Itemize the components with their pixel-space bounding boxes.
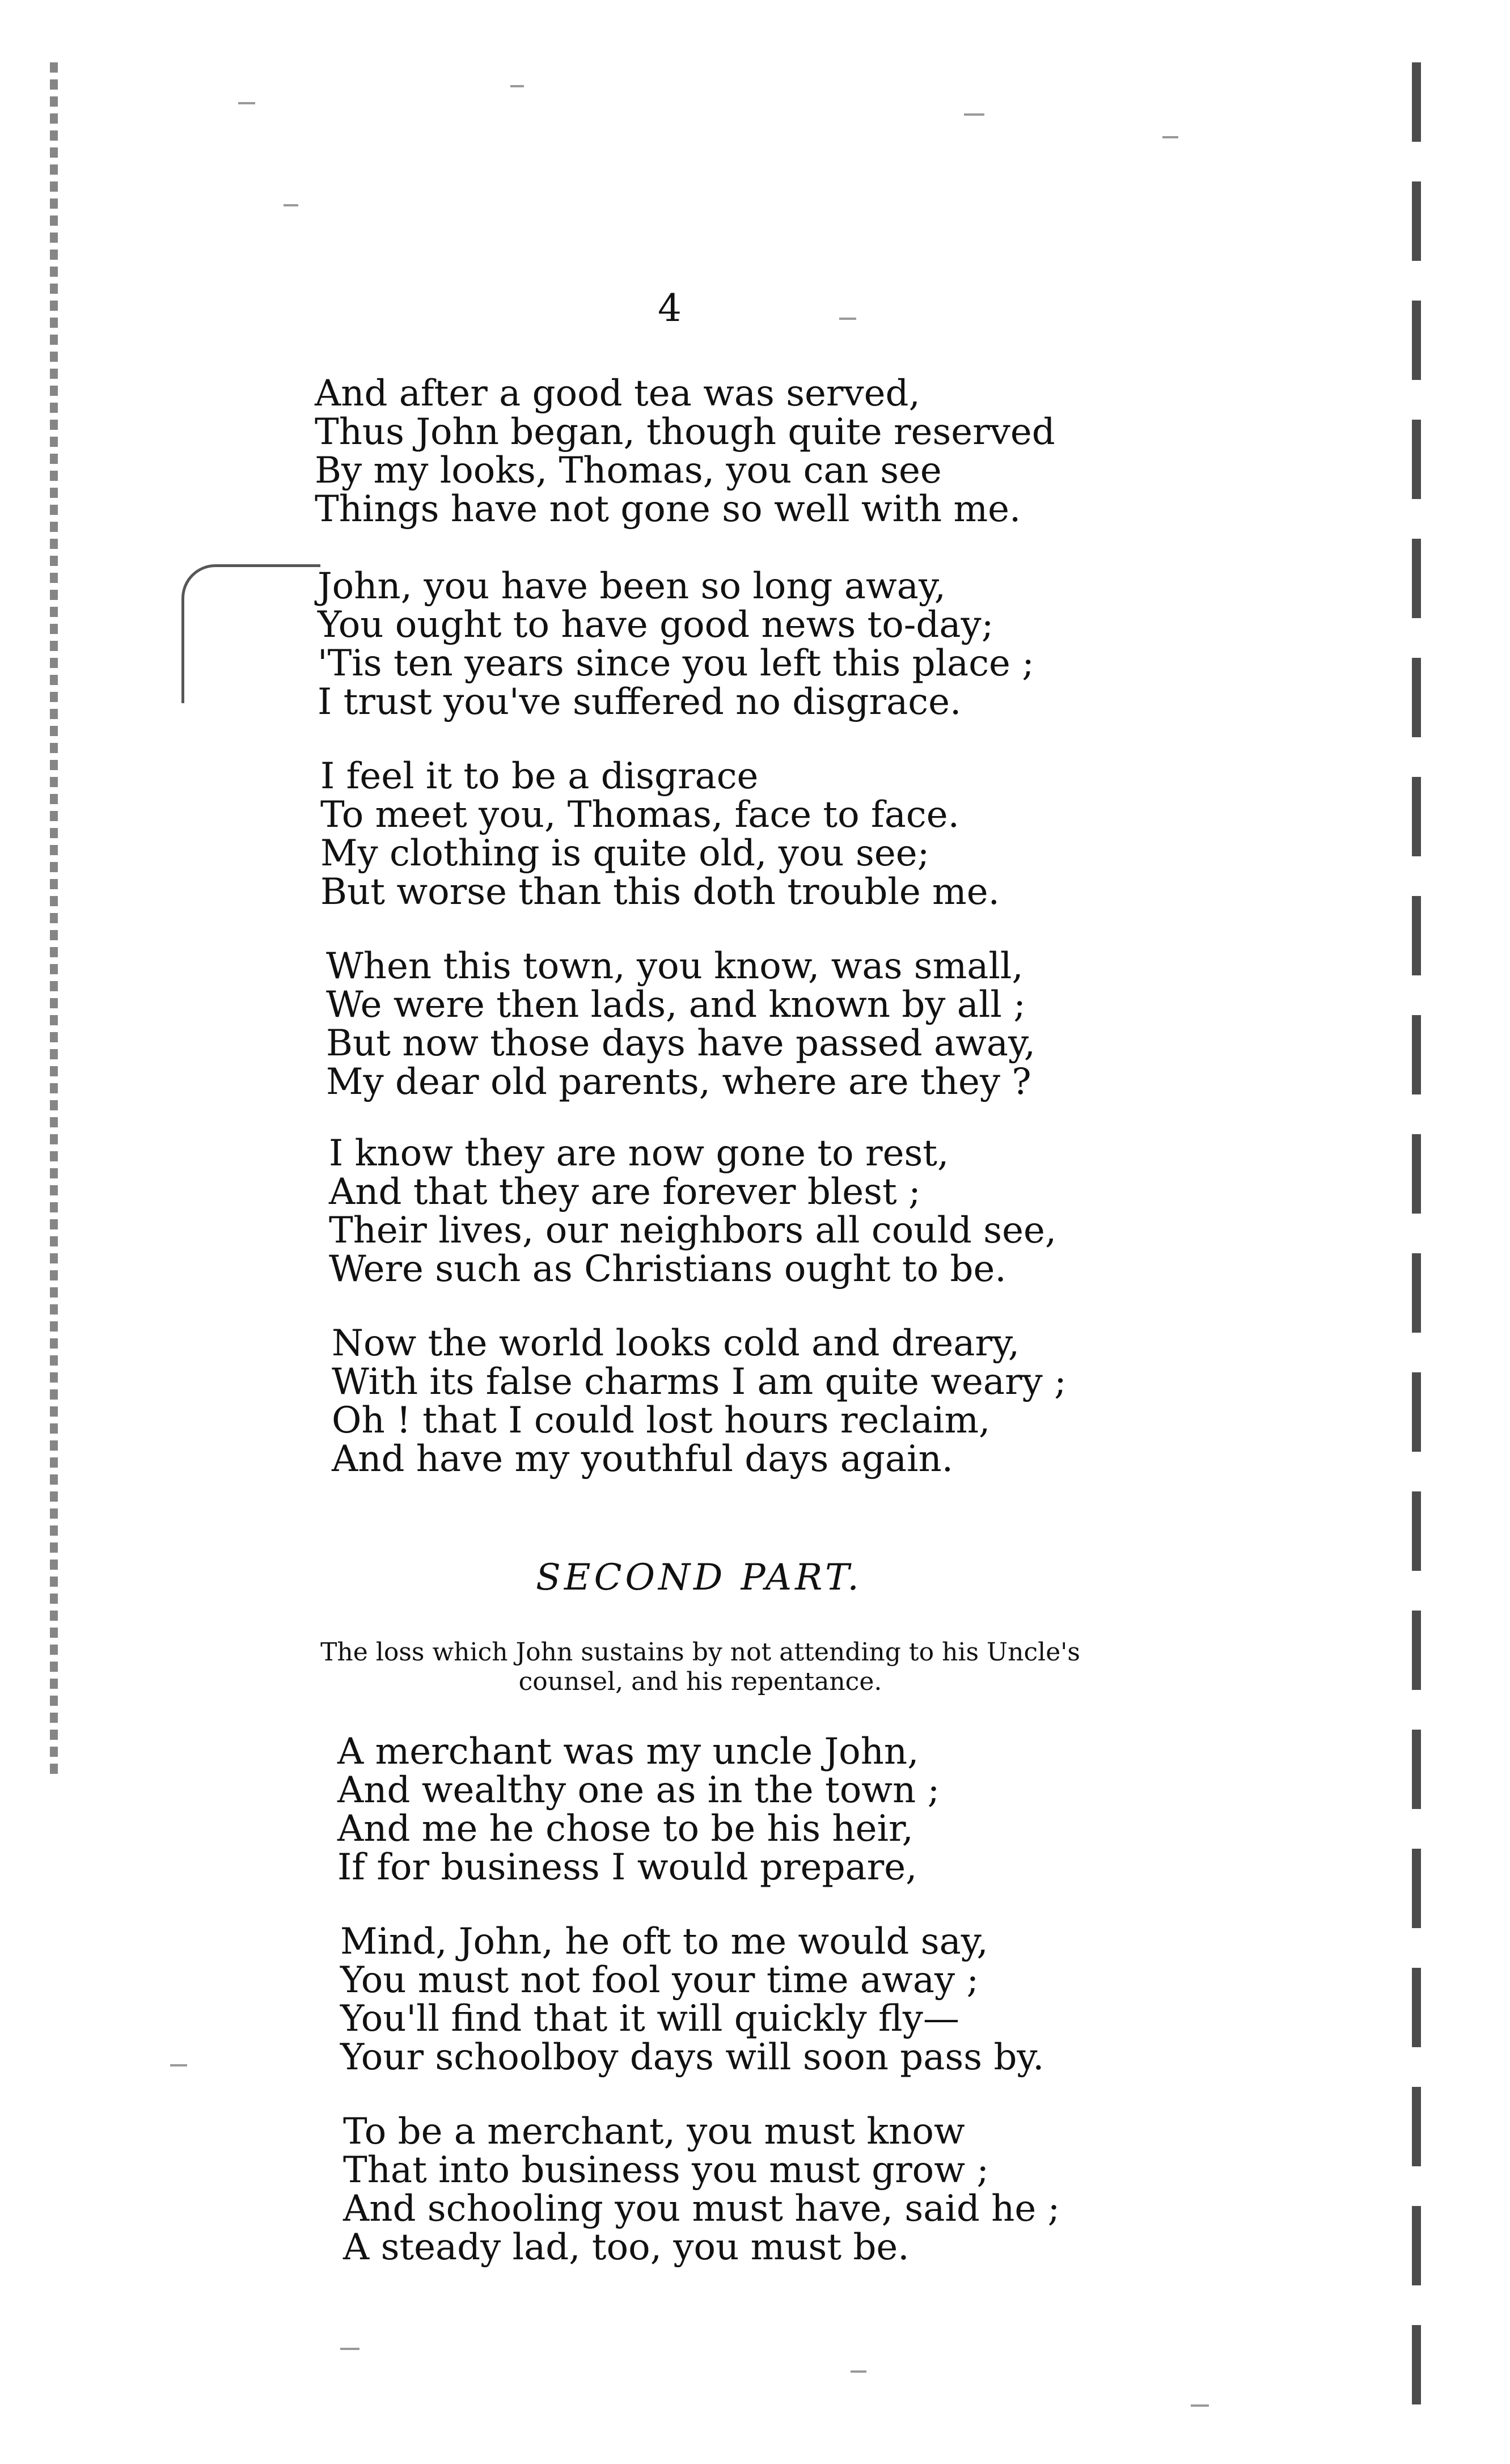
verse-line: By my looks, Thomas, you can see xyxy=(315,450,942,492)
stanza-9 xyxy=(343,2112,1060,2267)
verse-line: Mind, John, he oft to me would say, xyxy=(340,1921,988,1963)
verse-line: John, you have been so long away, xyxy=(318,565,946,607)
verse-line: A merchant was my uncle John, xyxy=(337,1731,919,1773)
verse-line: I know they are now gone to rest, xyxy=(329,1132,949,1174)
verse-line: Your schoolboy days will soon pass by. xyxy=(340,2036,1044,2078)
verse-line: You must not fool your time away ; xyxy=(340,1959,979,2001)
page-number: 4 xyxy=(658,286,683,330)
stanza-4 xyxy=(326,947,1035,1101)
stanza-8 xyxy=(340,1922,1044,2077)
section-title: SECOND PART. xyxy=(536,1557,862,1599)
verse-line: To be a merchant, you must know xyxy=(343,2111,965,2153)
binding-edge-right xyxy=(1412,62,1421,2416)
paper-speck xyxy=(964,113,984,116)
stanza-2 xyxy=(318,567,1034,721)
stanza-1 xyxy=(315,374,1055,529)
subtitle-line: counsel, and his repentance. xyxy=(518,1667,882,1696)
verse-line: My clothing is quite old, you see; xyxy=(320,832,930,874)
stanza-3 xyxy=(320,757,1000,911)
verse-line: Thus John began, though quite reserved xyxy=(315,411,1055,453)
verse-line: That into business you must grow ; xyxy=(343,2149,989,2191)
verse-line: If for business I would prepare, xyxy=(337,1846,917,1888)
verse-line: And me he chose to be his heir, xyxy=(337,1808,913,1850)
verse-line: When this town, you know, was small, xyxy=(326,945,1023,987)
stanza-6 xyxy=(332,1324,1067,1478)
verse-line: I trust you've suffered no disgrace. xyxy=(318,681,962,723)
section-subtitle xyxy=(284,1638,1117,1697)
verse-line: We were then lads, and known by all ; xyxy=(326,984,1026,1026)
verse-line: But now those days have passed away, xyxy=(326,1022,1036,1064)
paper-speck xyxy=(510,85,524,87)
verse-line: And after a good tea was served, xyxy=(315,373,920,415)
verse-line: 'Tis ten years since you left this place ; xyxy=(318,643,1034,684)
paper-speck xyxy=(839,318,856,320)
verse-line: A steady lad, too, you must be. xyxy=(343,2226,910,2268)
verse-line: And have my youthful days again. xyxy=(332,1438,954,1480)
stanza-5 xyxy=(329,1134,1056,1288)
verse-line: Oh ! that I could lost hours reclaim, xyxy=(332,1400,991,1442)
verse-line: And wealthy one as in the town ; xyxy=(337,1769,940,1811)
pencil-margin-mark xyxy=(181,564,320,703)
verse-line: Things have not gone so well with me. xyxy=(315,488,1021,530)
verse-line: I feel it to be a disgrace xyxy=(320,755,759,797)
paper-speck xyxy=(851,2370,866,2373)
verse-line: You ought to have good news to-day; xyxy=(318,604,994,646)
paper-speck xyxy=(1191,2404,1209,2407)
paper-speck xyxy=(238,102,255,104)
verse-line: Their lives, our neighbors all could see, xyxy=(329,1210,1057,1252)
verse-line: With its false charms I am quite weary ; xyxy=(332,1361,1067,1403)
subtitle-line: The loss which John sustains by not attending to his Uncle's xyxy=(320,1638,1080,1667)
binding-edge-left xyxy=(50,62,58,1775)
verse-line: Were such as Christians ought to be. xyxy=(329,1248,1006,1290)
paper-speck xyxy=(340,2348,359,2350)
verse-line: And that they are forever blest ; xyxy=(329,1171,921,1213)
stanza-7 xyxy=(337,1732,940,1887)
paper-speck xyxy=(170,2064,187,2066)
verse-line: You'll find that it will quickly fly— xyxy=(340,1998,959,2040)
paper-speck xyxy=(284,204,298,206)
verse-line: My dear old parents, where are they ? xyxy=(326,1061,1031,1103)
verse-line: To meet you, Thomas, face to face. xyxy=(320,794,959,836)
paper-speck xyxy=(1162,136,1178,138)
verse-line: And schooling you must have, said he ; xyxy=(343,2188,1060,2230)
verse-line: But worse than this doth trouble me. xyxy=(320,871,1000,913)
verse-line: Now the world looks cold and dreary, xyxy=(332,1322,1020,1364)
